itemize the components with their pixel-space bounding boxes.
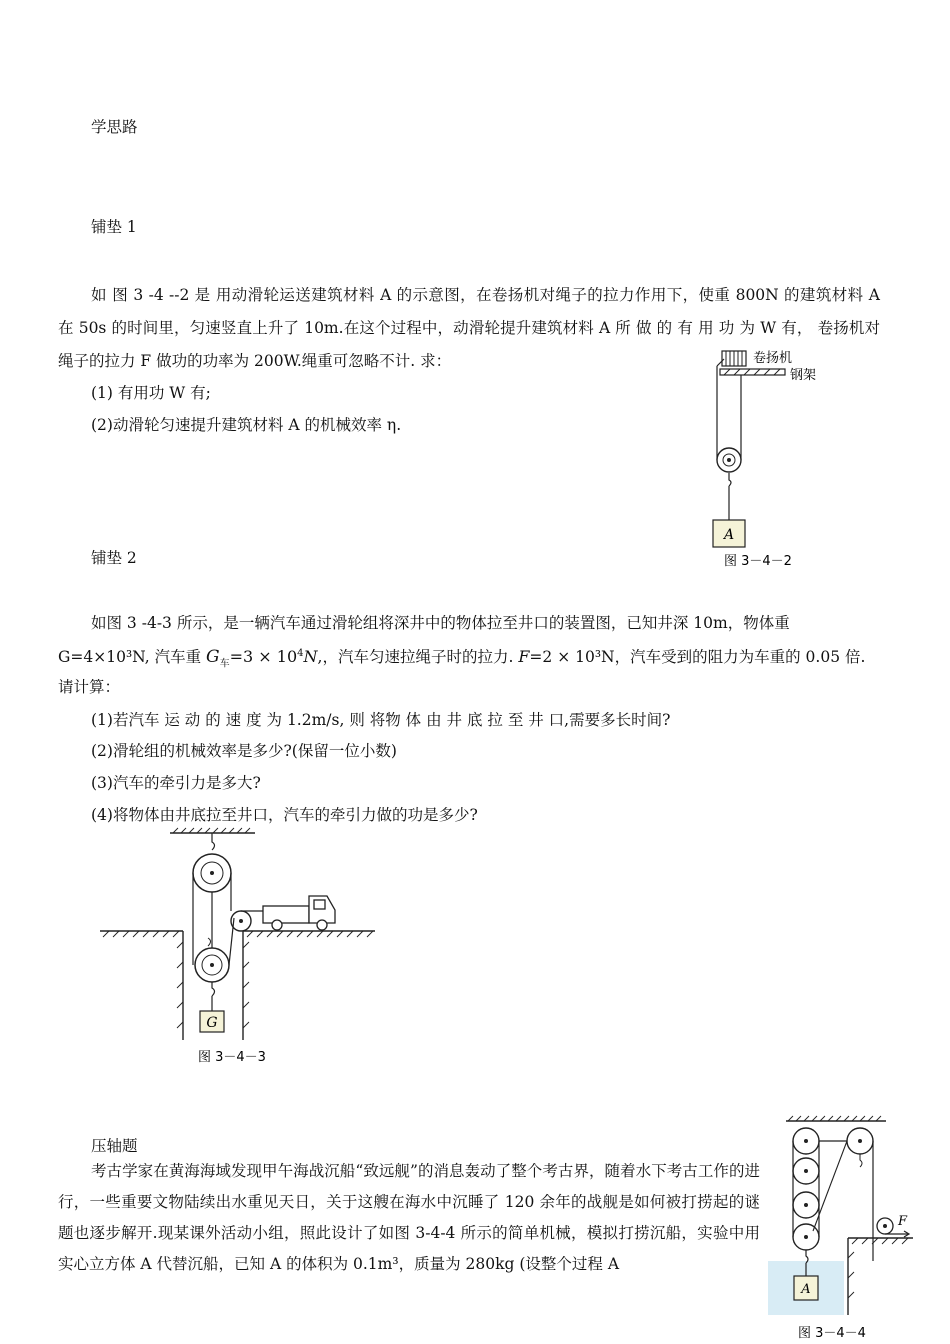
force-label: F [898,1214,908,1229]
pudian2-question-2: (2)滑轮组的机械效率是多少?(保留一位小数) [91,742,397,760]
winch-label: 卷扬机 [753,351,793,366]
pudian2-title: 铺垫 2 [91,549,137,567]
figure-3-4-2 [700,345,840,575]
pudian2-line-2: G=4×10³N, 汽车重 $G_车=3 \times 10^4N$,，汽车匀速拉绳子时的拉力. F=2 × 10³N，汽车受到的阻力为车重的 0.05 倍. [58,647,866,670]
figure-3-4-4 [768,1113,918,1343]
pudian2-question-3: (3)汽车的牵引力是多大? [91,774,261,792]
pudian1-problem: 如 图 3 -4 --2 是 用动滑轮运送建筑材料 A 的示意图，在卷扬机对绳子的拉力作用下，使重 800N 的建筑材料 A 在 50s 的时间里，匀速竖直上升了 10m.在这个过程中，动滑轮提升建筑材料 A 所 做 的 有 用 功 为 W 有， 卷扬机对绳子的拉力 F 做功的功率为 200W.绳重可忽略不计. 求： [58,286,880,370]
block-a-label: A [801,1282,811,1297]
pudian2-question-1: (1)若汽车 运 动 的 速 度 为 1.2m/s, 则 将物 体 由 井 底 拉 至 井 口,需要多长时间? [91,711,671,729]
pudian1-question-1: (1) 有用功 W 有; [91,384,211,402]
frame-label: 钢架 [790,368,817,383]
truck-icon [263,896,335,930]
pudian2-question-4: (4)将物体由井底拉至井口，汽车的牵引力做的功是多少? [91,806,478,824]
figure-3-4-3-caption: 图 3－4－3 [198,1050,266,1065]
pudian2-line-1: 如图 3 -4-3 所示，是一辆汽车通过滑轮组将深井中的物体拉至井口的装置图，已知井深 10m，物体重 [91,614,790,632]
block-a-label: A [723,527,735,543]
figure-3-4-4-caption: 图 3－4－4 [798,1326,866,1341]
section-heading: 学思路 [91,118,138,136]
figure-3-4-3 [95,828,385,1068]
block-g-label: G [206,1015,218,1031]
yazhou-paragraph: 考古学家在黄海海域发现甲午海战沉船“致远舰”的消息轰动了整个考古界，随着水下考古工作的进行，一些重要文物陆续出水重见天日，关于这艘在海水中沉睡了 120 余年的战舰是如何被打捞起的谜题也逐步解开.现某课外活动小组，照此设计了如图 3-4-4 所示的简单机械，模拟打捞沉船，实验中用实心立方体 A 代替沉船，已知 A 的体积为 0.1m³，质量为 280kg (设整个过程 A [58,1162,760,1273]
pudian1-question-2: (2)动滑轮匀速提升建筑材料 A 的机械效率 η. [91,416,402,434]
pudian2-line-3: 请计算： [58,678,121,696]
figure-3-4-2-caption: 图 3－4－2 [724,554,792,569]
yazhou-title: 压轴题 [91,1137,138,1155]
pudian1-title: 铺垫 1 [91,218,137,236]
